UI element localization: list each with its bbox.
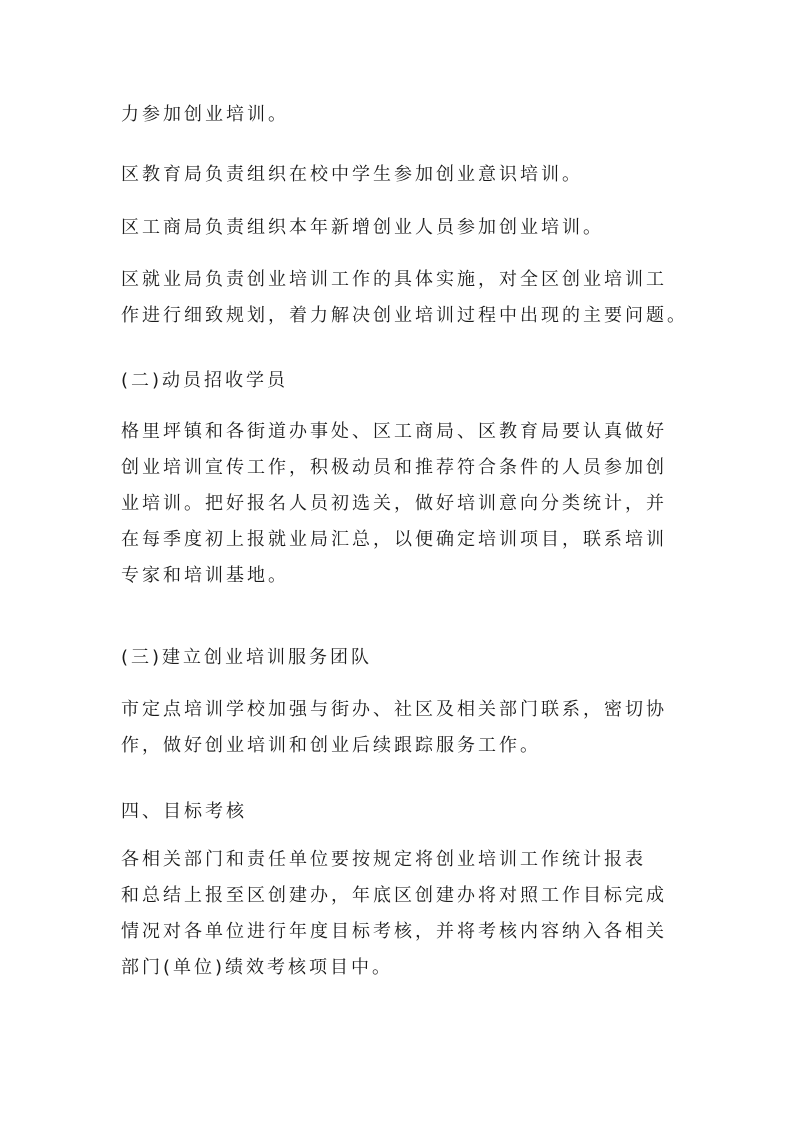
text-line: 各相关部门和责任单位要按规定将创业培训工作统计报表 (121, 849, 646, 870)
paragraph-service-team-body (121, 692, 681, 764)
section-heading-recruit (121, 363, 681, 399)
text-line: 作，做好创业培训和创业后续跟踪服务工作。 (121, 735, 541, 756)
text-line: 部门(单位)绩效考核项目中。 (121, 957, 394, 978)
text-line: 格里坪镇和各街道办事处、区工商局、区教育局要认真做好 (121, 421, 667, 442)
text-line: 创业培训宣传工作，积极动员和推荐符合条件的人员参加创 (121, 457, 667, 478)
paragraph-recruit-body (121, 414, 681, 594)
text-line: 情况对各单位进行年度目标考核，并将考核内容纳入各相关 (121, 921, 667, 942)
paragraph-employment-bureau (121, 262, 688, 334)
paragraph-education-bureau (121, 157, 681, 193)
text-line: 在每季度初上报就业局汇总，以便确定培训项目，联系培训 (121, 529, 667, 550)
paragraph-commerce-bureau (121, 210, 681, 246)
heading-text: (二)动员招收学员 (121, 370, 289, 391)
text-line: 力参加创业培训。 (121, 104, 289, 125)
text-line: 专家和培训基地。 (121, 565, 289, 586)
text-line: 区工商局负责组织本年新增创业人员参加创业培训。 (121, 217, 604, 238)
heading-text: 四、目标考核 (121, 801, 247, 822)
text-line: 区教育局负责组织在校中学生参加创业意识培训。 (121, 164, 583, 185)
text-line: 业培训。把好报名人员初选关，做好培训意向分类统计，并 (121, 493, 667, 514)
section-heading-service-team (121, 640, 681, 676)
section-heading-assessment (121, 794, 681, 830)
text-line: 作进行细致规划，着力解决创业培训过程中出现的主要问题。 (121, 305, 688, 326)
text-line: 和总结上报至区创建办，年底区创建办将对照工作目标完成 (121, 885, 667, 906)
text-line: 区就业局负责创业培训工作的具体实施，对全区创业培训工 (121, 269, 667, 290)
text-line: 市定点培训学校加强与街办、社区及相关部门联系，密切协 (121, 699, 667, 720)
paragraph-intro-continuation (121, 97, 681, 133)
paragraph-assessment-body (121, 842, 681, 986)
heading-text: (三)建立创业培训服务团队 (121, 647, 373, 668)
